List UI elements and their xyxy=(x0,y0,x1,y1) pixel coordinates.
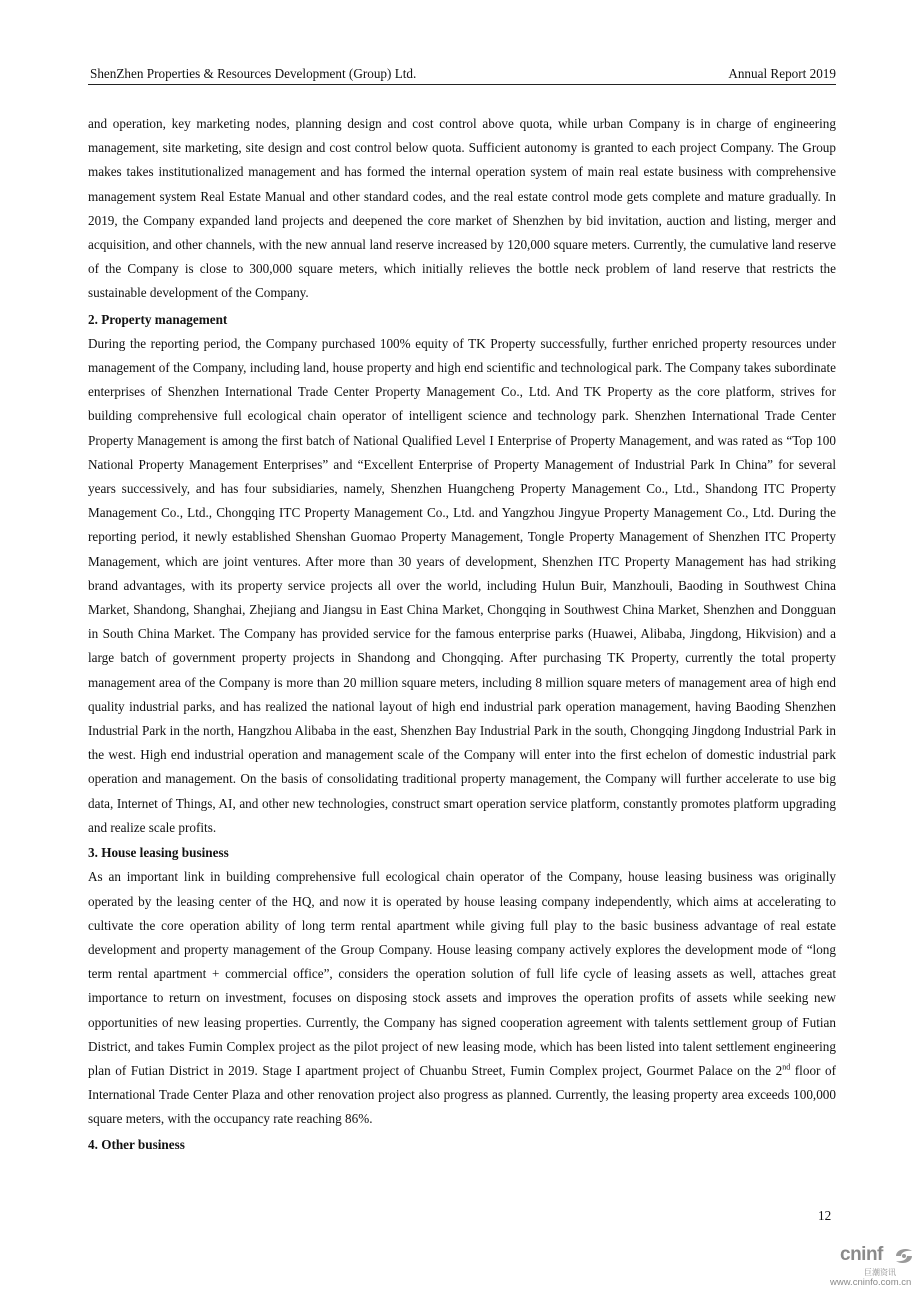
section-heading-other-business: 4. Other business xyxy=(88,1136,185,1152)
page-header xyxy=(88,64,836,85)
cninfo-logo xyxy=(830,1244,920,1294)
house-leasing-text-part1: As an important link in building comprehensive full ecological chain operator of the Company, house leasing business was originally operated by the leasing center of the HQ, and now it is operated by house leasing company independently, which aims at accelerating to cultivate the core operation ability of long term rental apartment while giving full play to the basic business advantage of real estate development and property management of the Group Company. House leasing company actively explores the development mode of “long term rental apartment + commercial office”, considers the operation solution of full life cycle of leasing assets as well, attaches great importance to return on investment, focuses on disposing stock assets and improves the operation profits of assets while seeking new opportunities of new leasing properties. Currently, the Company has signed cooperation agreement with talents settlement group of Futian District, and takes Fumin Complex project as the pilot project of new leasing mode, which has been listed into talent settlement engineering plan of Futian District in 2019. Stage I apartment project of Chuanbu Street, Fumin Complex project, Gourmet Palace on the 2 xyxy=(88,869,836,1078)
logo-url: www.cninfo.com.cn xyxy=(830,1277,912,1288)
header-report-title: Annual Report 2019 xyxy=(728,66,836,81)
document-body xyxy=(88,112,836,1157)
header-company-name: ShenZhen Properties & Resources Development (Group) Ltd. xyxy=(90,66,417,81)
ordinal-superscript: nd xyxy=(782,1062,791,1072)
house-leasing-text-part2: floor of International Trade Center Plaza and other renovation project also progress as planned. Currently, the leasing property area exceeds 100,000 square meters, with the occupancy rate reaching 86%. xyxy=(88,1062,836,1127)
logo-brand-text: cninf xyxy=(840,1244,883,1265)
section-heading-property-management: 2. Property management xyxy=(88,311,228,327)
intro-paragraph: and operation, key marketing nodes, planning design and cost control above quota, while urban Company is in charge of engineering management, site marketing, site design and cost control below quota. Sufficient autonomy is granted to each project Company. The Group makes takes institutionalized management and has formed the internal operation system of main real estate business with comprehensive management system Real Estate Manual and other standard codes, and the real estate control mode gets complete and mature gradually. In 2019, the Company expanded land projects and deepened the core market of Shenzhen by bid invitation, auction and listing, merger and acquisition, and other channels, with the new annual land reserve increased by 120,000 square meters. Currently, the cumulative land reserve of the Company is close to 300,000 square meters, which initially relieves the bottle neck problem of land reserve that restricts the sustainable development of the Company. xyxy=(88,116,836,301)
page-number: 12 xyxy=(818,1208,832,1223)
swirl-logo-icon xyxy=(893,1246,915,1266)
property-management-paragraph: During the reporting period, the Company purchased 100% equity of TK Property successfully, further enriched property resources under management of the Company, including land, house property and high end scientific and technological park. The Company takes subordinate enterprises of Shenzhen International Trade Center Property Management Co., Ltd. And TK Property as the core platform, strives for building comprehensive full ecological chain operator of intelligent science and technology park. Shenzhen International Trade Center Property Management is among the first batch of National Qualified Level I Enterprise of Property Management, and was rated as “Top 100 National Property Management Enterprises” and “Excellent Enterprise of Property Management of Industrial Park In China” for several years successively, and has four subsidiaries, namely, Shenzhen Huangcheng Property Management Co., Ltd., Shandong ITC Property Management Co., Ltd., Chongqing ITC Property Management Co., Ltd. and Yangzhou Jingyue Property Management Co., Ltd. During the reporting period, it newly established Shenshan Guomao Property Management, Tongle Property Management of Shenzhen ITC Property Management, which are joint ventures. After more than 30 years of development, Shenzhen ITC Property Management has had striking brand advantages, with its property service projects all over the world, including Hulun Buir, Manzhouli, Baoding in Southwest China Market, Shandong, Shanghai, Zhejiang and Jiangsu in East China Market, Chongqing in Southwest China Market, Shenzhen and Dongguan in South China Market. The Company has provided service for the famous enterprise parks (Huawei, Alibaba, Jingdong, Hikvision) and a large batch of government property projects in Shandong and Chongqing. After purchasing TK Property, currently the total property management area of the Company is more than 20 million square meters, including 8 million square meters of management area of high end quality industrial parks, and has realized the national layout of high end industrial park operation management, having Baoding Shenzhen Industrial Park in the north, Hangzhou Alibaba in the east, Shenzhen Bay Industrial Park in the south, Chongqing Jingdong Industrial Park in the west. High end industrial operation and management scale of the Company will enter into the first echelon of domestic industrial park operation and management. On the basis of consolidating traditional property management, the Company will further accelerate to use big data, Internet of Things, AI, and other new technologies, construct smart operation service platform, constantly promotes platform upgrading and realize scale profits. xyxy=(88,335,836,835)
house-leasing-paragraph xyxy=(88,865,836,1131)
section-heading-house-leasing: 3. House leasing business xyxy=(88,845,229,861)
logo-chinese-text: 巨潮资讯 xyxy=(864,1268,896,1277)
